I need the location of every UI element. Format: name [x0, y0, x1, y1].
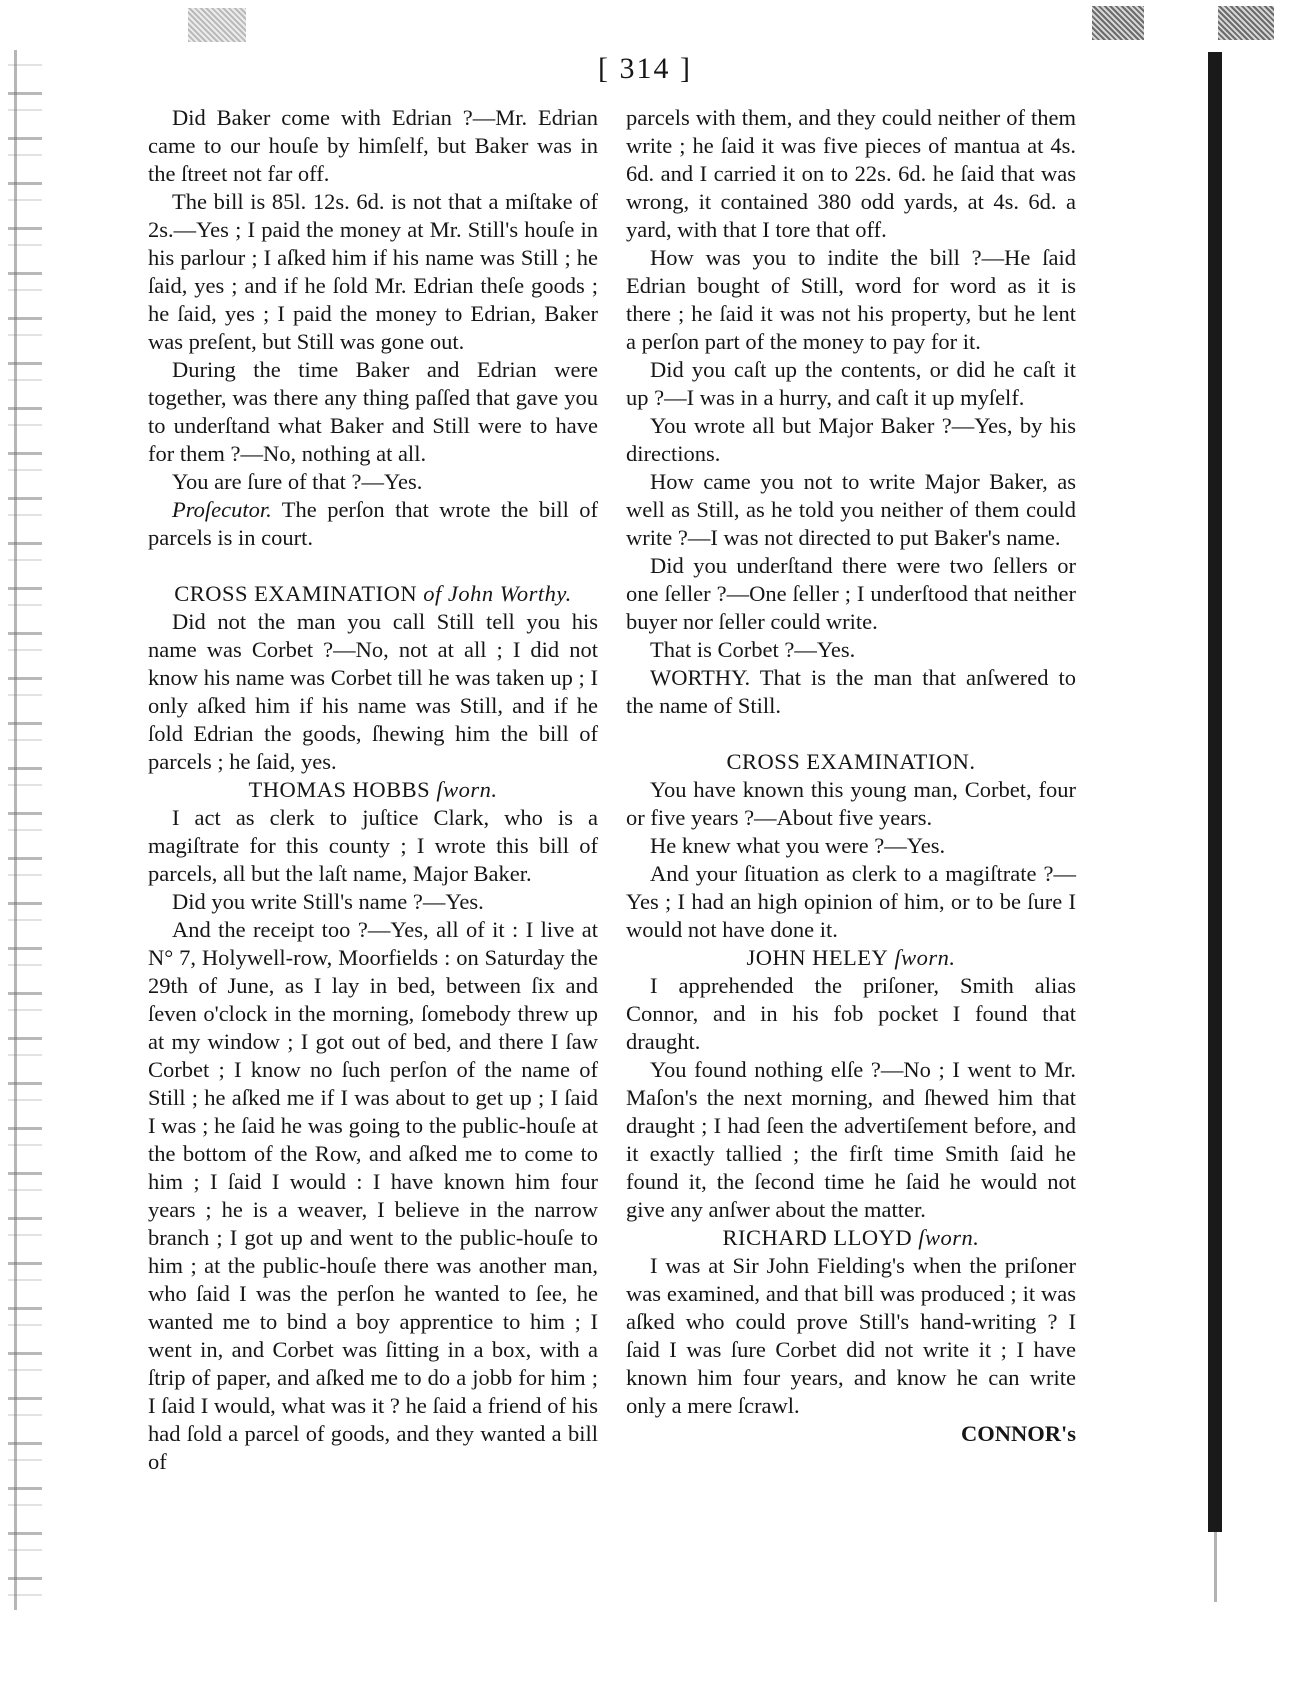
library-stamp-faint: [188, 8, 246, 42]
paragraph: You are ſure of that ?—Yes.: [172, 469, 423, 494]
witness-heading: [626, 1224, 1076, 1252]
paragraph: Did you underſtand there were two ſellers or one ſeller ?—One ſeller ; I underſtood that neither buyer nor ſeller could write.: [626, 553, 1076, 634]
paragraph: How was you to indite the bill ?—He ſaid Edrian bought of Still, word for word as it is there ; he ſaid it was not his property, but he lent a perſon part of the money to pay for it.: [626, 245, 1076, 354]
heading-suffix: ſworn.: [888, 945, 956, 970]
section-heading: [148, 580, 598, 608]
paragraph: I act as clerk to juſtice Clark, who is a magiſtrate for this county ; I wrote this bill of parcels, all but the laſt name, Major Baker.: [148, 805, 598, 886]
heading-suffix: ſworn.: [430, 777, 498, 802]
scan-edge-bar: [1208, 52, 1222, 1532]
paragraph: You wrote all but Major Baker ?—Yes, by his directions.: [626, 413, 1076, 466]
paragraph-text: The perſon that wrote the bill of parcels is in court.: [148, 497, 598, 550]
paragraph: Did not the man you call Still tell you his name was Corbet ?—No, not at all ; I did not know his name was Corbet till he was taken up ; I only aſked him if his name was Still, and if he ſold Edrian the goods, ſhewing him the bill of parcels ; he ſaid, yes.: [148, 609, 598, 774]
continued-paragraph: parcels with them, and they could neither of them write ; he ſaid it was five pieces of mantua at 4s. 6d. and I carried it on to 22s. 6d. he ſaid that was wrong, it contained 380 odd yards, at 4s. 6d. a yard, with that I tore that off.: [626, 105, 1076, 242]
speaker-label: Proſecutor.: [172, 497, 272, 522]
heading-text: JOHN HELEY: [746, 945, 889, 970]
paragraph: And the receipt too ?—Yes, all of it : I live at N° 7, Holywell-row, Moorfields : on Saturday the 29th of June, as I lay in bed, between ſix and ſeven o'clock in the morning, ſomebody threw up at my window ; I got out of bed, and there I ſaw Corbet ; I know no ſuch perſon of the name of Still ; he aſked me if I was about to get up ; I ſaid I was ; he ſaid he was going to the public-houſe at the bottom of the Row, and aſked me to come to him ; I ſaid I would : I have known him four years ; he is a weaver, I believe in the narrow branch ; I got up and went to the public-houſe to him ; at the public-houſe there was another man, who ſaid I was the perſon he wanted to ſee, he wanted me to bind a boy apprentice to him ; I went in, and Corbet was ſitting in a box, with a ſtrip of paper, and aſked me to do a jobb for him ; I ſaid I would, what was it ? he ſaid a friend of his had ſold a parcel of goods, and they wanted a bill of: [148, 917, 598, 1474]
heading-text: CROSS EXAMINATION.: [726, 749, 976, 774]
paragraph: That is Corbet ?—Yes.: [650, 637, 856, 662]
right-column: [626, 104, 1076, 1448]
section-heading: [626, 748, 1076, 776]
paragraph: You have known this young man, Corbet, four or five years ?—About five years.: [626, 777, 1076, 830]
heading-text: CROSS EXAMINATION: [174, 581, 418, 606]
witness-heading: [626, 944, 1076, 972]
paragraph: And your ſituation as clerk to a magiſtrate ?—Yes ; I had an high opinion of him, or to be ſure I would not have done it.: [626, 861, 1076, 942]
scan-edge-tail: [1214, 1532, 1217, 1602]
paragraph: I apprehended the priſoner, Smith alias Connor, and in his fob pocket I found that draught.: [626, 973, 1076, 1054]
library-stamp: [1092, 6, 1144, 40]
paragraph: You found nothing elſe ?—No ; I went to Mr. Maſon's the next morning, and ſhewed him that draught ; I had ſeen the advertiſement before, and it exactly tallied ; the firſt time Smith ſaid he found it, the ſecond time he ſaid he would not give any anſwer about the matter.: [626, 1057, 1076, 1222]
catchword: CONNOR's: [960, 1421, 1076, 1446]
paragraph: During the time Baker and Edrian were together, was there any thing paſſed that gave you to underſtand what Baker and Still were to have for them ?—No, nothing at all.: [148, 357, 598, 466]
witness-heading: [148, 776, 598, 804]
heading-suffix: of John Worthy.: [417, 581, 572, 606]
paragraph: He knew what you were ?—Yes.: [650, 833, 946, 858]
paragraph: The bill is 85l. 12s. 6d. is not that a miſtake of 2s.—Yes ; I paid the money at Mr. Still's houſe in his parlour ; I aſked him if his name was Still ; he ſaid, yes ; and if he ſold Mr. Edrian theſe goods ; he ſaid, yes ; I paid the money to Edrian, Baker was preſent, but Still was gone out.: [148, 189, 598, 354]
heading-text: RICHARD LLOYD: [722, 1225, 913, 1250]
binding-shadow-artifact: [14, 50, 17, 1610]
library-stamp-edge: [1218, 6, 1274, 40]
paragraph: I was at Sir John Fielding's when the priſoner was examined, and that bill was produced ; it was aſked who could prove Still's hand-writing ? I ſaid I was ſure Corbet did not write it ; I have known him four years, and know he can write only a mere ſcrawl.: [626, 1253, 1076, 1418]
left-column: [148, 104, 598, 1476]
page-number: [ 314 ]: [598, 52, 692, 85]
heading-suffix: ſworn.: [912, 1225, 980, 1250]
heading-text: THOMAS HOBBS: [248, 777, 431, 802]
paragraph: Did you caſt up the contents, or did he caſt it up ?—I was in a hurry, and caſt it up myſelf.: [626, 357, 1076, 410]
paragraph: Did Baker come with Edrian ?—Mr. Edrian came to our houſe by himſelf, but Baker was in the ſtreet not far off.: [148, 105, 598, 186]
prosecutor-paragraph: [148, 496, 598, 552]
paragraph: WORTHY. That is the man that anſwered to the name of Still.: [626, 665, 1076, 718]
paragraph: How came you not to write Major Baker, as well as Still, as he told you neither of them could write ?—I was not directed to put Baker's name.: [626, 469, 1076, 550]
paragraph: Did you write Still's name ?—Yes.: [172, 889, 484, 914]
